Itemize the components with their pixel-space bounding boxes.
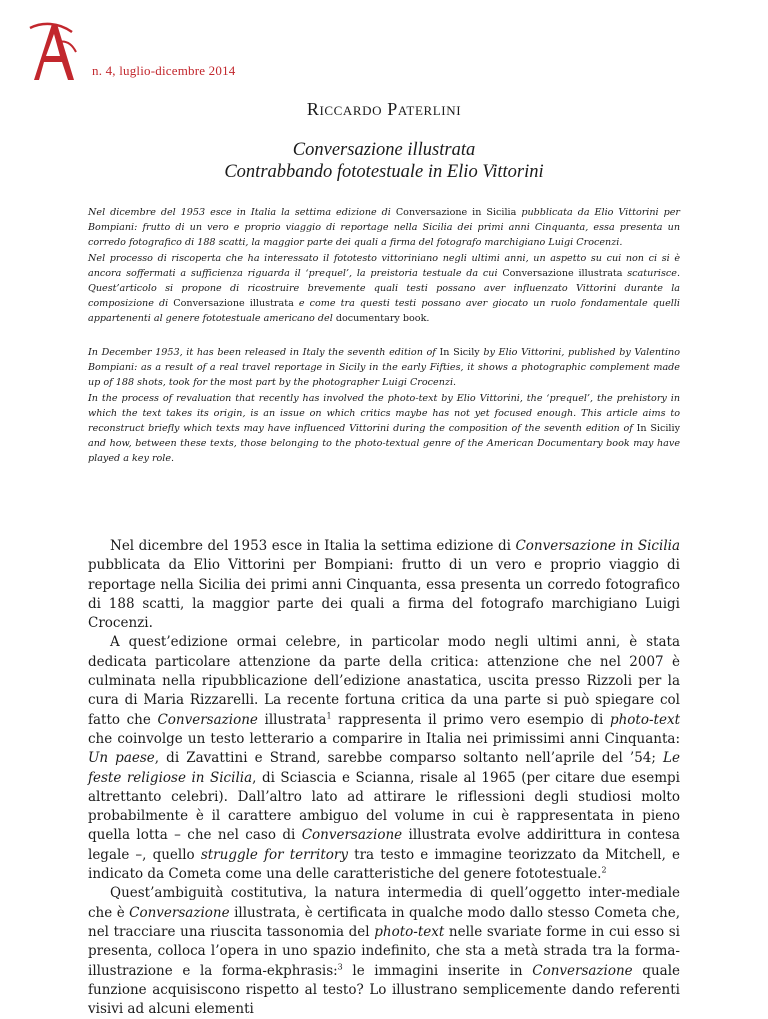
article-body xyxy=(88,537,680,1019)
title-line: Conversazione illustrata xyxy=(292,140,476,160)
subtitle-line: Contrabbando fototestuale in Elio Vittorini xyxy=(224,162,544,182)
footnote-ref[interactable]: 3 xyxy=(337,962,343,972)
abstract-paragraph: Nel processo di riscoperta che ha interessato il fototesto vittoriniano negli ultimi anni, un aspetto su cui non ci si è ancora soffermati a sufficienza riguarda il ‘prequel’, la preistoria testuale da cui Conversazione illustrata scaturisce. Quest’articolo si propone di ricostruire brevemente quali testi possano aver influenzato Vittorini durante la composizione di Conversazione illustrata e come tra questi testi possano aver giocato un ruolo fondamentale quelli appartenenti al genere fototestuale americano del documentary book. xyxy=(88,252,680,325)
abstract-paragraph: Nel dicembre del 1953 esce in Italia la settima edizione di Conversazione in Sicilia pubblicata da Elio Vittorini per Bompiani: frutto di un vero e proprio viaggio di reportage nella Sicilia dei primi anni Cinquanta, essa presenta un corredo fotografico di 188 scatti, la maggior parte dei quali a firma del fotografo marchigiano Luigi Crocenzi. xyxy=(88,207,680,249)
abstract-english xyxy=(88,345,680,467)
footnote-ref[interactable]: 1 xyxy=(326,711,332,721)
body-paragraph: A quest’edizione ormai celebre, in particolar modo negli ultimi anni, è stata dedicata particolare attenzione da parte della critica: attenzione che nel 2007 è culminata nella ripubblicazione dell’edizione anastatica, uscita presso Rizzoli per la cura di Maria Rizzarelli. La recente fortuna critica da una parte si può spiegare col fatto che Conversazione illustrata$^1$ rappresenta il primo vero esempio di photo-text che coinvolge un testo letterario a comparire in Italia nei primissimi anni Cinquanta: Un paese, di Zavattini e Strand, sarebbe comparso soltanto nell’aprile del ’54; Le feste religiose in Sicilia, di Sciascia e Scianna, risale al 1965 (per citare due esempi altrettanto celebri). Dall’altro lato ad attirare le riflessioni degli studiosi molto probabilmente è il carattere ambiguo del volume in cui è rappresentata in pieno quella lotta – che nel caso di Conversazione illustrata evolve addirittura in contesa legale –, quello struggle for territory tra testo e immagine teorizzato da Mitchell, e indicato da Cometa come una delle caratteristiche del genere fototestuale.$^2$ xyxy=(88,634,680,883)
abstract-paragraph: In the process of revaluation that recently has involved the photo-text by Elio Vittorini, the ‘prequel’, the prehistory in which the text takes its origin, is an issue on which critics maybe has not yet focused enough. This article aims to reconstruct briefly which texts may have influenced Vittorini during the composition of the seventh edition of In Siciliy and how, between these texts, those belonging to the photo-textual genre of the American Documentary book may have played a key role. xyxy=(88,392,680,465)
footnote-ref[interactable]: 2 xyxy=(601,865,607,875)
body-paragraph: Nel dicembre del 1953 esce in Italia la settima edizione di Conversazione in Sicilia pubblicata da Elio Vittorini per Bompiani: frutto di un vero e proprio viaggio di reportage nella Sicilia dei primi anni Cinquanta, essa presenta un corredo fotografico di 188 scatti, la maggior parte dei quali a firma del fotografo marchigiano Luigi Crocenzi. xyxy=(88,538,680,632)
abstract-paragraph: In December 1953, it has been released in Italy the seventh edition of In Sicily by Elio Vittorini, published by Valentino Bompiani: as a result of a real travel reportage in Sicily in the early Fifties, it shows a photographic complement made up of 188 shots, took for the most part by the photographer Luigi Crocenzi. xyxy=(88,347,680,389)
journal-logo xyxy=(28,18,78,84)
abstract-italian xyxy=(88,205,680,327)
author-name: Riccardo Paterlini xyxy=(306,99,462,119)
article-title xyxy=(0,139,768,183)
body-paragraph: Quest’ambiguità costitutiva, la natura intermedia di quell’oggetto inter-mediale che è Conversazione illustrata, è certificata in qualche modo dallo stesso Cometa che, nel tracciare una riuscita tassonomia del photo-text nelle svariate forme in cui esso si presenta, colloca l’opera in uno spazio indefinito, che sta a metà strada tra la forma-illustrazione e la forma-ekphrasis:$^3$ le immagini inserite in Conversazione quale funzione acquisiscono rispetto al testo? Lo illustrano semplicemente dando referenti visivi ad alcuni elementi xyxy=(88,885,681,1018)
issue-label: n. 4, luglio-dicembre 2014 xyxy=(92,63,236,78)
